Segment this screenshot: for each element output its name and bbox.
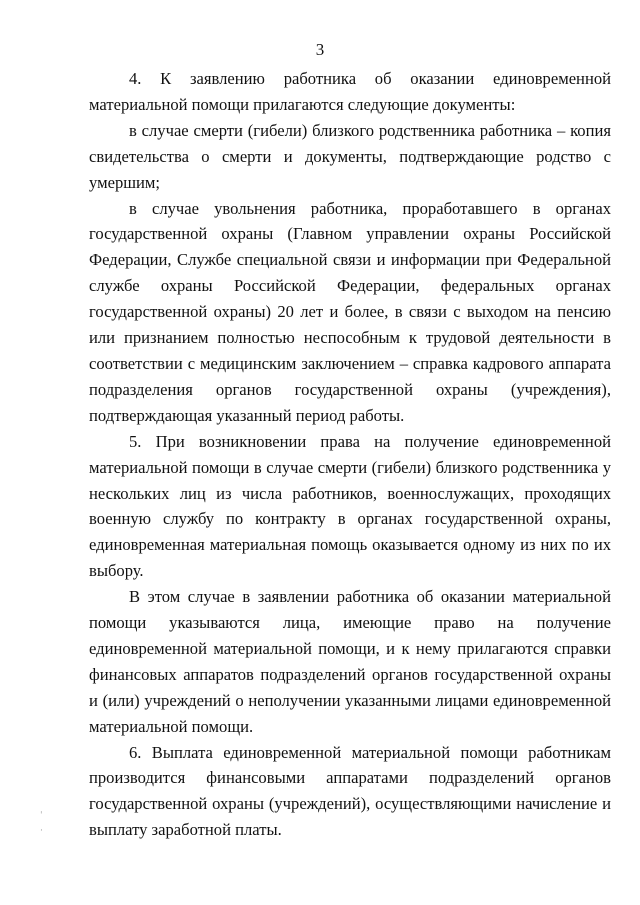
paragraph-4-dismissal-case: в случае увольнения работника, проработавшего в органах государственной охраны (Главном управлении охраны Российской Федерации, Службе специальной связи и информации при Федеральной службе охраны Российской Федерации, федеральных органах государственной охраны) 20 лет и более, в связи с выходом на пенсию или признанием полностью неспособным к трудовой деятельности в соответствии с медицинским заключением – справка кадрового аппарата подразделения органов государственной охраны (учреждения), подтверждающая указанный период работы.	[89, 198, 611, 425]
paragraph-6: 6. Выплата единовременной материальной помощи работникам производится финансовыми аппаратами подразделений органов государственной охраны (учреждений), осуществляющими начисление и выплату заработной платы.	[89, 742, 611, 840]
scan-speck: ·	[40, 826, 43, 836]
scan-speck: ˈ	[40, 811, 43, 821]
paragraph-4-death-case: в случае смерти (гибели) близкого родственника работника – копия свидетельства о смерти и документы, подтверждающие родство с умершим;	[89, 120, 611, 192]
page-number: 3	[315, 40, 325, 59]
paragraph-5: 5. При возникновении права на получение единовременной материальной помощи в случае смерти (гибели) близкого родственника у нескольких лиц из числа работников, военнослужащих, проходящих военную службу по контракту в органах государственной охраны, единовременная материальная помощь оказывается одному из них по их выбору.	[89, 431, 611, 581]
document-body	[89, 66, 611, 843]
paragraph-4-intro: 4. К заявлению работника об оказании единовременной материальной помощи прилагаются следующие документы:	[89, 69, 611, 114]
paragraph-5-statement: В этом случае в заявлении работника об оказании материальной помощи указываются лица, имеющие право на получение единовременной материальной помощи, и к нему прилагаются справки финансовых аппаратов подразделений органов государственной охраны и (или) учреждений о неполучении указанными лицами единовременной материальной помощи.	[89, 587, 611, 736]
